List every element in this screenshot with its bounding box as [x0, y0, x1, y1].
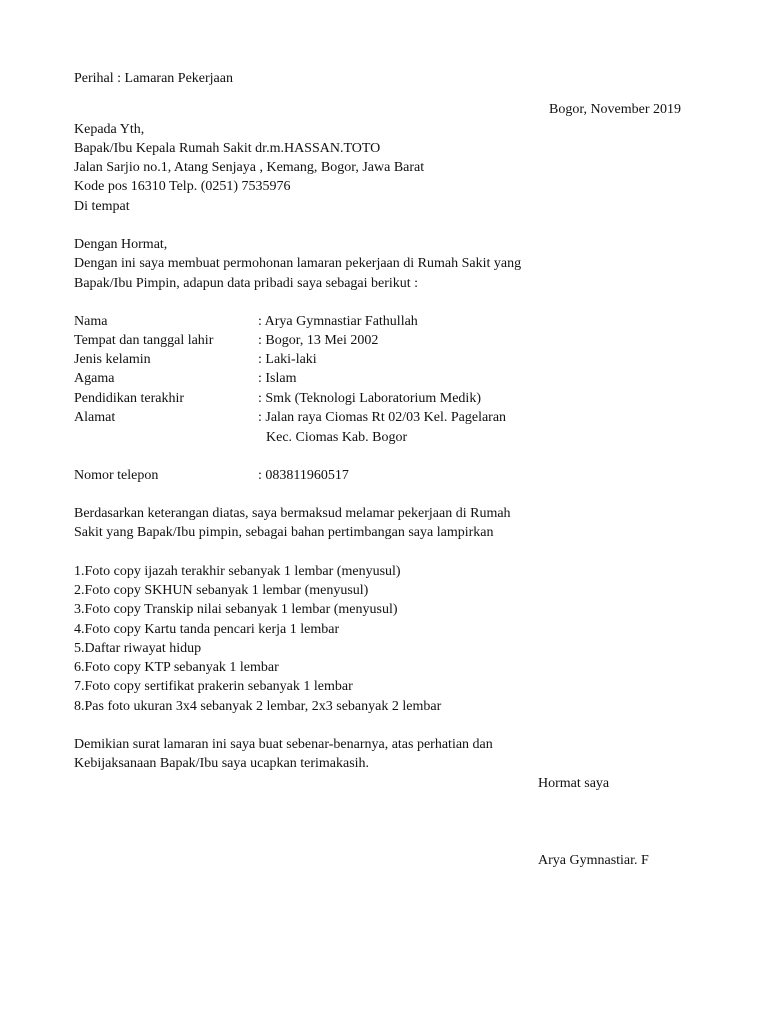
personal-value-phone: : 083811960517	[258, 468, 349, 483]
personal-label-birth: Tempat dan tanggal lahir	[74, 333, 214, 348]
recipient-name: Bapak/Ibu Kepala Rumah Sakit dr.m.HASSAN.TOTO	[74, 141, 381, 156]
opening-line-2: Bapak/Ibu Pimpin, adapun data pribadi saya sebagai berikut :	[74, 276, 419, 291]
attachment-item: 2.Foto copy SKHUN sebanyak 1 lembar (menyusul)	[74, 583, 369, 598]
personal-label-religion: Agama	[74, 371, 115, 386]
closing-line-2: Kebijaksanaan Bapak/Ibu saya ucapkan terimakasih.	[74, 756, 370, 771]
closing-line-1: Demikian surat lamaran ini saya buat sebenar-benarnya, atas perhatian dan	[74, 737, 493, 752]
personal-label-phone: Nomor telepon	[74, 468, 159, 483]
personal-value-religion: : Islam	[258, 371, 297, 386]
personal-value-address: : Jalan raya Ciomas Rt 02/03 Kel. Pagelaran	[258, 410, 507, 425]
attachment-item: 7.Foto copy sertifikat prakerin sebanyak 1 lembar	[74, 679, 353, 694]
recipient-location: Di tempat	[74, 199, 130, 214]
personal-value-name: : Arya Gymnastiar Fathullah	[258, 314, 418, 329]
signer-name: Arya Gymnastiar. F	[538, 853, 649, 868]
personal-label-address: Alamat	[74, 410, 116, 425]
attachment-item: 3.Foto copy Transkip nilai sebanyak 1 lembar (menyusul)	[74, 602, 398, 617]
attachment-item: 1.Foto copy ijazah terakhir sebanyak 1 lembar (menyusul)	[74, 564, 401, 579]
closing-regards: Hormat saya	[538, 776, 610, 791]
personal-value-education: : Smk (Teknologi Laboratorium Medik)	[258, 391, 481, 406]
recipient-greeting: Kepada Yth,	[74, 122, 145, 137]
personal-label-name: Nama	[74, 314, 108, 329]
attachment-item: 8.Pas foto ukuran 3x4 sebanyak 2 lembar, 2x3 sebanyak 2 lembar	[74, 699, 442, 714]
attachment-item: 6.Foto copy KTP sebanyak 1 lembar	[74, 660, 279, 675]
purpose-line-2: Sakit yang Bapak/Ibu pimpin, sebagai bahan pertimbangan saya lampirkan	[74, 525, 494, 540]
personal-value-gender: : Laki-laki	[258, 352, 317, 367]
letter-subject: Perihal : Lamaran Pekerjaan	[74, 71, 233, 86]
personal-label-gender: Jenis kelamin	[74, 352, 151, 367]
place-date: Bogor, November 2019	[549, 102, 682, 117]
salutation: Dengan Hormat,	[74, 237, 168, 252]
recipient-postal: Kode pos 16310 Telp. (0251) 7535976	[74, 179, 291, 194]
purpose-line-1: Berdasarkan keterangan diatas, saya bermaksud melamar pekerjaan di Rumah	[74, 506, 511, 521]
recipient-address: Jalan Sarjio no.1, Atang Senjaya , Kemang, Bogor, Jawa Barat	[74, 160, 425, 175]
attachment-item: 4.Foto copy Kartu tanda pencari kerja 1 lembar	[74, 622, 340, 637]
attachment-item: 5.Daftar riwayat hidup	[74, 641, 202, 656]
personal-value-birth: : Bogor, 13 Mei 2002	[258, 333, 379, 348]
opening-line-1: Dengan ini saya membuat permohonan lamaran pekerjaan di Rumah Sakit yang	[74, 256, 522, 271]
personal-label-education: Pendidikan terakhir	[74, 391, 185, 406]
personal-value-address-line-2: Kec. Ciomas Kab. Bogor	[266, 430, 408, 445]
